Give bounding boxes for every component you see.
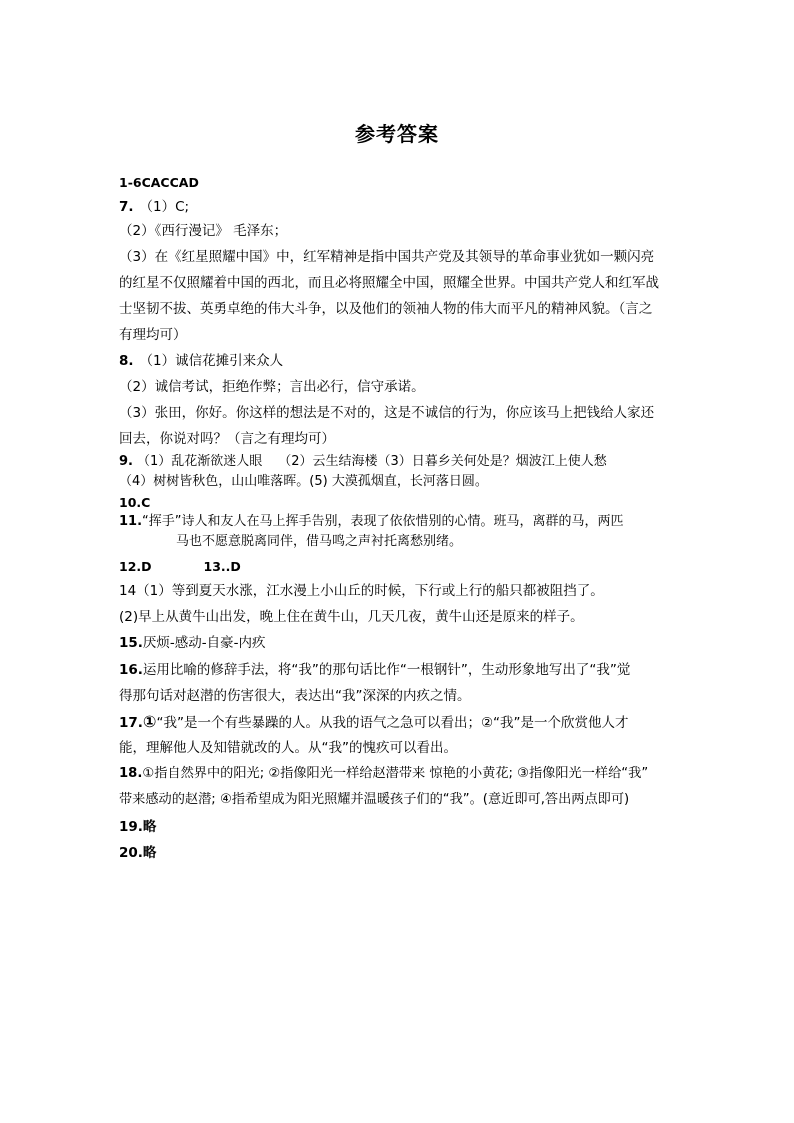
answer-16-line2: 得那句话对赵潜的伤害很大，表达出“我”深深的内疚之情。 — [119, 688, 471, 704]
answer-8-3-line2: 回去，你说对吗？（言之有理均可） — [119, 431, 335, 447]
answer-17-line2: 能，理解他人及知错就改的人。从“我”的愧疚可以看出。 — [119, 740, 457, 756]
answer-9-line1: 9. （1）乱花渐欲迷人眼 （2）云生结海楼（3）日暮乡关何处是？烟波江上使人愁 — [119, 454, 607, 469]
answer-14-2: (2)早上从黄牛山出发，晚上住在黄牛山，几天几夜，黄牛山还是原来的样子。 — [119, 609, 584, 625]
answer-8-3-line1: （3）张田，你好。你这样的想法是不对的，这是不诚信的行为，你应该马上把钱给人家还 — [119, 405, 655, 421]
answer-9-line2: （4）树树皆秋色，山山唯落晖。(5) 大漠孤烟直，长河落日圆。 — [119, 474, 488, 489]
answer-18-line1: 18.①指自然界中的阳光; ②指像阳光一样给赵潜带来 惊艳的小黄花; ③指像阳光一样给“我” — [119, 766, 649, 781]
answer-11-line1: 11.“挥手”诗人和友人在马上挥手告别，表现了依依惜别的心情。班马，离群的马，两匹 — [119, 514, 624, 529]
answer-7-3-line1: （3）在《红星照耀中国》中，红军精神是指中国共产党及其领导的革命事业犹如一颗闪亮 — [119, 249, 655, 265]
answer-7-3-line2: 的红星不仅照耀着中国的西北，而且必将照耀全中国，照耀全世界。中国共产党人和红军战 — [119, 275, 659, 291]
answer-7-3-line3: 士坚韧不拔、英勇卓绝的伟大斗争，以及他们的领袖人物的伟大而平凡的精神风貌。（言之 — [119, 301, 653, 317]
answer-14-1: 14（1）等到夏天水涨，江水漫上小山丘的时候，下行或上行的船只都被阻挡了。 — [119, 583, 604, 599]
answer-8-2: （2）诚信考试，拒绝作弊；言出必行，信守承诺。 — [119, 379, 425, 395]
answer-17-line1: 17.①“我”是一个有些暴躁的人。从我的语气之急可以看出；②“我”是一个欣赏他人才 — [119, 712, 629, 731]
answer-19: 19.略 — [119, 819, 157, 835]
answer-8-1: 8. （1）诚信花摊引来众人 — [119, 353, 284, 369]
answer-7-2: （2）《西行漫记》 毛泽东； — [119, 223, 288, 239]
answer-7-3-line4: 有理均可） — [119, 327, 187, 343]
page-title: 参考答案 — [355, 122, 439, 146]
answer-11-line2: 马也不愿意脱离同伴，借马鸣之声衬托离愁别绪。 — [176, 534, 463, 549]
answer-16-line1: 16.运用比喻的修辞手法，将“我”的那句话比作“一根钢针”，生动形象地写出了“我”觉 — [119, 662, 631, 678]
answer-18-line2: 带来感动的赵潜; ④指希望成为阳光照耀并温暖孩子们的“我”。(意近即可,答出两点即可) — [119, 792, 630, 807]
answer-7-1: 7. （1）C; — [119, 199, 190, 215]
answer-12-13: 12.D 13..D — [119, 559, 241, 574]
answer-10: 10.C — [119, 495, 151, 510]
answer-20: 20.略 — [119, 845, 157, 861]
answer-1-6: 1-6CACCAD — [119, 175, 199, 190]
answer-15: 15.厌烦-感动-自豪-内疚 — [119, 635, 266, 651]
